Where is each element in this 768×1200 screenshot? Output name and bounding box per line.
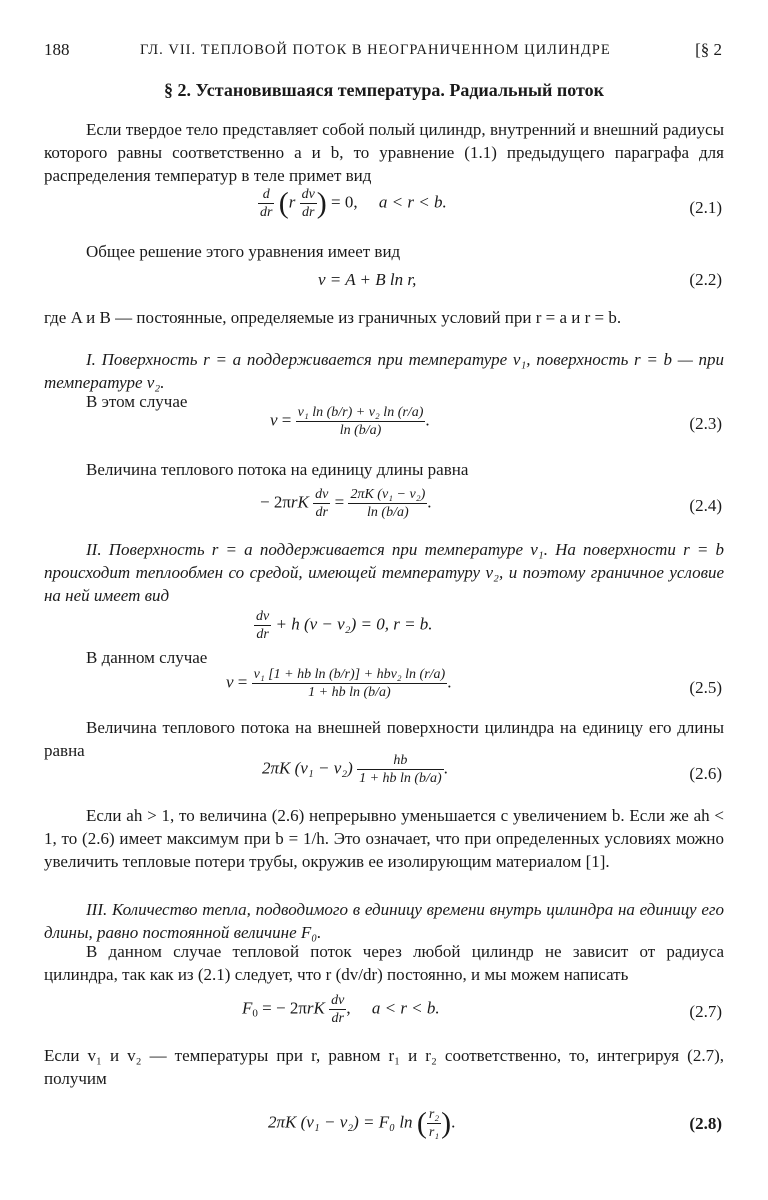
page-number: 188 [44, 40, 70, 59]
paragraph-heat-flux: Величина теплового потока на единицу длины равна [86, 460, 469, 479]
equation-number-2-3: (2.3) [689, 414, 722, 433]
equation-2-4: − 2πrK $\frac{dv}{dr}$ = $\frac{\text{2πK (v₁ − v₂)}}{\ln (b/a)}$ . [260, 487, 432, 520]
paragraph-constants: где A и B — постоянные, определяемые из граничных условий при r = a и r = b. [44, 308, 622, 327]
equation-number-2-1: (2.1) [689, 198, 722, 217]
case-two: II. Поверхность r = a поддерживается при температуре v₁. На поверхности r = b происходит теплообмен со средой, имеющей температуру v₂, и поэтому граничное условие на ней имеет вид [44, 540, 724, 605]
equation-2-3: v = $\frac{\text{v₁ ln (b/r) + v₂ ln (r/a)}}{\ln (b/a)}$ . [270, 405, 430, 438]
equation-condition: a < r < b. [371, 998, 440, 1018]
paragraph-intro: Если твердое тело представляет собой полый цилиндр, внутренний и внешний радиусы которого равны соответственно a и b, то уравнение (1.1) предыдущего параграфа для распределения температур в теле примет вид [44, 120, 724, 185]
paragraph-integration: Если v₁ и v₂ — температуры при r, равном r₁ и r₂ соответственно, то, интегрируя (2.7), получим [44, 1046, 724, 1088]
equation-2-1: $\frac{d}{dr}$ (r $\frac{dv}{dr}$ ) = 0, a < r < b. [260, 186, 447, 220]
paragraph-case-two: В данном случае [86, 648, 208, 667]
equation-number-2-5: (2.5) [689, 678, 722, 697]
paragraph-case-three: В данном случае тепловой поток через любой цилиндр не зависит от радиуса цилиндра, так как из (2.1) следует, что r (dv/dr) постоянно, и мы можем написать [44, 942, 724, 984]
equation-2-7: $F_0$ = − 2πrK $\frac{dv}{dr}$ , a < r < b. [242, 993, 440, 1026]
section-reference: [§ 2 [695, 40, 722, 59]
paragraph-case-one: В этом случае [86, 392, 188, 411]
case-one: I. Поверхность r = a поддерживается при температуре v₁, поверхность r = b — при температуре v₂. [44, 350, 724, 392]
paragraph-general-solution: Общее решение этого уравнения имеет вид [86, 242, 401, 261]
case-three: III. Количество тепла, подводимого в единицу времени внутрь цилиндра на единицу его длины, равно постоянной величине F₀. [44, 900, 724, 942]
section-title: § 2. Установившаяся температура. Радиальный поток [164, 80, 604, 100]
equation-2-8: 2πK (v₁ − v₂) = F₀ ln ( $\frac{\text{r₂}}{\text{r₁}}$ ). [268, 1106, 456, 1140]
equation-number-2-7: (2.7) [689, 1002, 722, 1021]
equation-condition: a < r < b. [378, 192, 447, 212]
equation-number-2-8: (2.8) [689, 1114, 722, 1133]
equation-2-2: v = A + B ln r, [318, 270, 417, 289]
equation-2-5: v = $\frac{\text{v₁ [1 + hb ln (b/r)] + hbv₂ ln (r/a)}}{\text{1 + hb ln (b/a)}}$ . [226, 667, 452, 700]
paragraph-outer-flux: Величина теплового потока на внешней поверхности цилиндра на единицу его длины равна [44, 718, 724, 760]
equation-number-2-6: (2.6) [689, 764, 722, 783]
equation-boundary-condition: $\frac{dv}{dr}$ + h (v − v₂) = 0, r = b. [256, 609, 433, 642]
equation-number-2-4: (2.4) [689, 496, 722, 515]
paragraph-maximum: Если ah > 1, то величина (2.6) непрерывно уменьшается с увеличением b. Если же ah < 1, то (2.6) имеет максимум при b = 1/h. Это означает, что при определенных условиях можно увеличить тепловые потери трубы, окружив ее изолирующим материалом [1]. [44, 806, 724, 871]
equation-2-6: 2πK (v₁ − v₂) $\frac{hb}{\text{1 + hb ln (b/a)}}$ . [262, 753, 448, 786]
running-title: ГЛ. VII. ТЕПЛОВОЙ ПОТОК В НЕОГРАНИЧЕННОМ ЦИЛИНДРЕ [140, 42, 611, 58]
equation-number-2-2: (2.2) [689, 270, 722, 289]
